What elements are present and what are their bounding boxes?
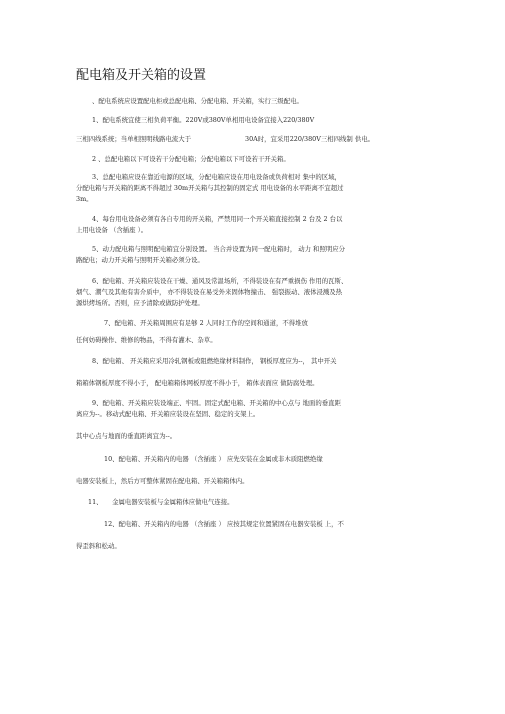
text-line: 路配电；动力开关箱与照明开关箱必须分设。 [76, 256, 204, 264]
text-line: 分配电箱与开关箱的距离不得超过 30m开关箱与其控制的固定式 用电设备的水平距离不宜超过 [76, 184, 344, 192]
text-line: 三相四线系统；当单相照明线路电流大于 [76, 135, 192, 143]
text-line: 8、配电箱、 开关箱应采用冷轧钢板或阻燃绝缘材料制作， 钢板厚度应为--， 其中开关 [92, 357, 337, 365]
text-line: 3、总配电箱应设在靠近电源的区域，分配电箱应设在用电设备或负荷相对 集中的区域， [92, 173, 341, 181]
text-line: 10、配电箱、开关箱内的电器 （含插座 ） 应先安装在金属或非木质阻燃绝缘 [104, 455, 323, 463]
text-line: 得歪斜和松动。 [76, 542, 121, 550]
text-line: 11、 金属电器安装板与金属箱体应做电气连接。 [88, 498, 234, 506]
text-line: 9、配电箱、开关箱应装设端正、牢固。固定式配电箱、开关箱的中心点与 地面的垂直距 [92, 399, 341, 407]
text-line: 5、动力配电箱与照明配电箱宜分别设置。 当合并设置为同一配电箱时， 动力 和照明应分 [92, 245, 346, 253]
text-line: 箱箱体钢板厚度不得小于， 配电箱箱体网板厚度不得小于， 箱体表面应 做防腐处理。 [76, 379, 319, 387]
text-line: 任何妨碍操作、维修的物品，不得有灌木、杂草。 [76, 336, 217, 344]
text-line: 电器安装板上，然后方可整体紧固在配电箱、开关箱箱体内。 [76, 477, 249, 485]
text-line: 源烘烤场所。否则，应予清除或做防护处理。 [76, 299, 204, 307]
text-line: 1、配电系统宜使三相负荷平衡。220V或380V单相用电设备宜接入220/380V [92, 116, 315, 124]
text-line: 7、配电箱、开关箱周围应有足够 2 人同时工作的空间和通道，不得堆放 [104, 319, 308, 327]
text-line: 4、每台用电设备必须有各自专用的开关箱，严禁用同一个开关箱直接控制 2 台及 2 台以 [92, 215, 343, 223]
text-line: 烟气、潮气及其他有害介质中， 亦不得装设在易受外来固体物撞击、 强裂振动、液体浸溅及热 [76, 288, 343, 296]
text-line: 6、配电箱、开关箱应装设在干燥、通风及常温场所，不得装设在有严重损伤 作用的瓦斯、 [92, 277, 348, 285]
text-line: 12、配电箱、开关箱内的电器 （含插座 ） 应按其规定位置紧固在电器安装板 上，不 [104, 520, 344, 528]
text-line: 上用电设备 （含插座 ）。 [76, 226, 148, 234]
page-title: 配电箱及开关箱的设置 [76, 68, 207, 83]
text-line: 、配电系统应设置配电柜或总配电箱、分配电箱、开关箱，实行三级配电。 [92, 97, 303, 105]
text-line: 3m。 [76, 195, 93, 203]
text-line: 30A时，宜采用220/380V三相四线制 供电。 [245, 135, 375, 143]
text-line: 2 、总配电箱以下可设若干分配电箱；分配电箱以下可设若干开关箱。 [92, 155, 290, 163]
text-line: 其中心点与地面的垂直距离宜为--。 [76, 432, 177, 440]
text-line: 离应为--。移动式配电箱、开关箱应装设在坚固、稳定的支架上。 [76, 410, 260, 418]
